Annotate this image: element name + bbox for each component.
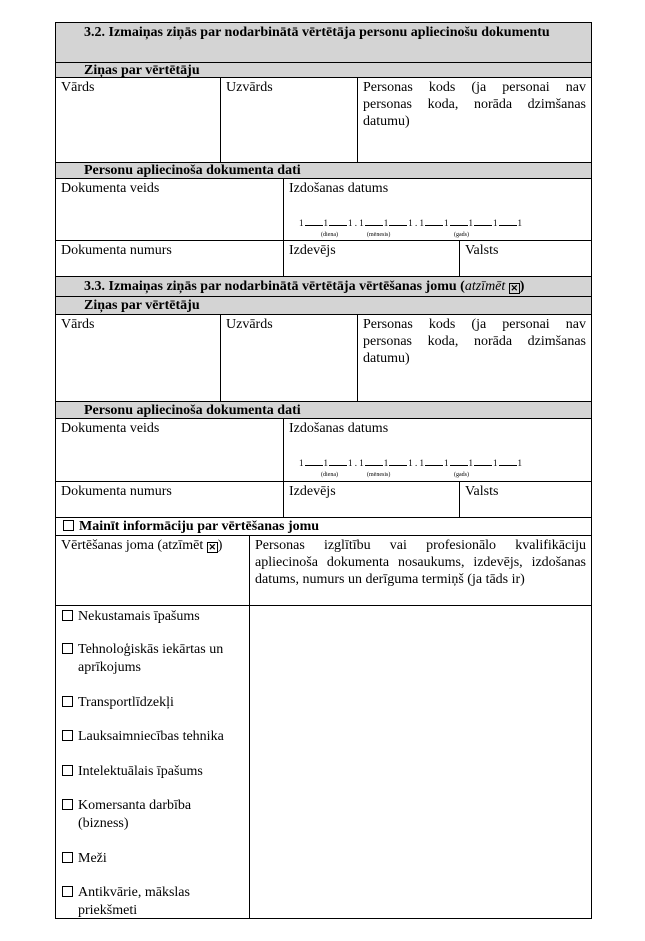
country-field[interactable]: Valsts: [459, 481, 592, 518]
issuer-field[interactable]: Izdevējs: [283, 240, 460, 277]
personal-code-field[interactable]: Personas kods (ja personai nav personas koda, norāda dzimšanas datumu): [357, 77, 592, 163]
checkbox-icon[interactable]: [62, 696, 73, 707]
last-name-field[interactable]: Uzvārds: [220, 77, 358, 163]
month-label: (mēnesis): [367, 232, 391, 238]
month-label: (mēnesis): [367, 472, 391, 478]
checkbox-icon[interactable]: [62, 765, 73, 776]
checkbox-icon[interactable]: [62, 852, 73, 863]
section-title-text: 3.3. Izmaiņas ziņās par nodarbinātā vērtētāja vērtēšanas jomu: [84, 279, 457, 294]
doc-number-field[interactable]: Dokumenta numurs: [55, 240, 284, 277]
section-3-2-title: 3.2. Izmaiņas ziņās par nodarbinātā vērtētāja personu apliecinošu dokumentu: [55, 22, 592, 63]
checkbox-icon[interactable]: [62, 730, 73, 741]
person-header: Ziņas par vērtētāju: [55, 296, 592, 315]
area-label: Vērtēšanas joma (atzīmēt: [61, 538, 204, 553]
checkbox-icon[interactable]: [62, 799, 73, 810]
change-area-label: Mainīt informāciju par vērtēšanas jomu: [79, 519, 320, 534]
change-area-checkbox-row[interactable]: [55, 517, 592, 536]
qualification-doc-field[interactable]: [249, 605, 592, 919]
year-label: (gads): [454, 472, 469, 478]
areas-list: [55, 605, 250, 919]
section-3-3-title: 3.3. Izmaiņas ziņās par nodarbinātā vērtētāja vērtēšanas jomu (atzīmēt ✕ ): [55, 276, 592, 297]
area-item[interactable]: Nekustamais īpašums: [62, 608, 242, 626]
last-name-field[interactable]: Uzvārds: [220, 314, 358, 402]
year-label: (gads): [454, 232, 469, 238]
date-input: 1 1 1 . 1 1 1 . 1 1 1 1 1 (diena) (mēnesis) (gads): [299, 455, 522, 472]
area-item[interactable]: Tehnoloģiskās iekārtas un aprīkojums: [62, 641, 242, 677]
area-label-cell: Vērtēšanas joma (atzīmēt ✕ ): [55, 535, 250, 606]
area-item[interactable]: Komersanta darbība (bizness): [62, 797, 242, 833]
checked-box-icon: ✕: [208, 542, 217, 552]
person-header: Ziņas par vērtētāju: [55, 62, 592, 78]
doc-type-field[interactable]: Dokumenta veids: [55, 418, 284, 482]
doc-header: Personu apliecinoša dokumenta dati: [55, 162, 592, 179]
issue-date-label: Izdošanas datums: [289, 421, 389, 436]
checkbox-icon[interactable]: [62, 643, 73, 654]
first-name-field[interactable]: Vārds: [55, 314, 221, 402]
personal-code-field[interactable]: Personas kods (ja personai nav personas koda, norāda dzimšanas datumu): [357, 314, 592, 402]
day-label: (diena): [321, 472, 338, 478]
area-item[interactable]: Transportlīdzekļi: [62, 694, 242, 712]
checkbox-icon[interactable]: [62, 886, 73, 897]
area-item[interactable]: Antikvārie, mākslas priekšmeti: [62, 884, 242, 920]
issuer-field[interactable]: Izdevējs: [283, 481, 460, 518]
title-note: atzīmēt: [464, 279, 506, 294]
issue-date-field[interactable]: [283, 178, 592, 241]
area-item[interactable]: Intelektuālais īpašums: [62, 763, 242, 781]
checkbox-icon[interactable]: [62, 610, 73, 621]
doc-header: Personu apliecinoša dokumenta dati: [55, 401, 592, 419]
date-input: 1 1 1 . 1 1 1 . 1 1 1 1 1 (diena) (mēnesis) (gads): [299, 215, 522, 232]
doc-type-field[interactable]: Dokumenta veids: [55, 178, 284, 241]
area-item[interactable]: Lauksaimniecības tehnika: [62, 728, 242, 746]
checked-box-icon: ✕: [510, 283, 519, 293]
area-item[interactable]: Meži: [62, 850, 242, 868]
issue-date-field[interactable]: [283, 418, 592, 482]
doc-number-field[interactable]: Dokumenta numurs: [55, 481, 284, 518]
qualification-doc-header: Personas izglītību vai profesionālo kvalifikāciju apliecinoša dokumenta nosaukums, izdevējs, izdošanas datums, numurs un derīguma termiņš (ja tāds ir): [249, 535, 592, 606]
day-label: (diena): [321, 232, 338, 238]
issue-date-label: Izdošanas datums: [289, 181, 389, 196]
country-field[interactable]: Valsts: [459, 240, 592, 277]
first-name-field[interactable]: Vārds: [55, 77, 221, 163]
checkbox-icon[interactable]: [63, 520, 74, 531]
